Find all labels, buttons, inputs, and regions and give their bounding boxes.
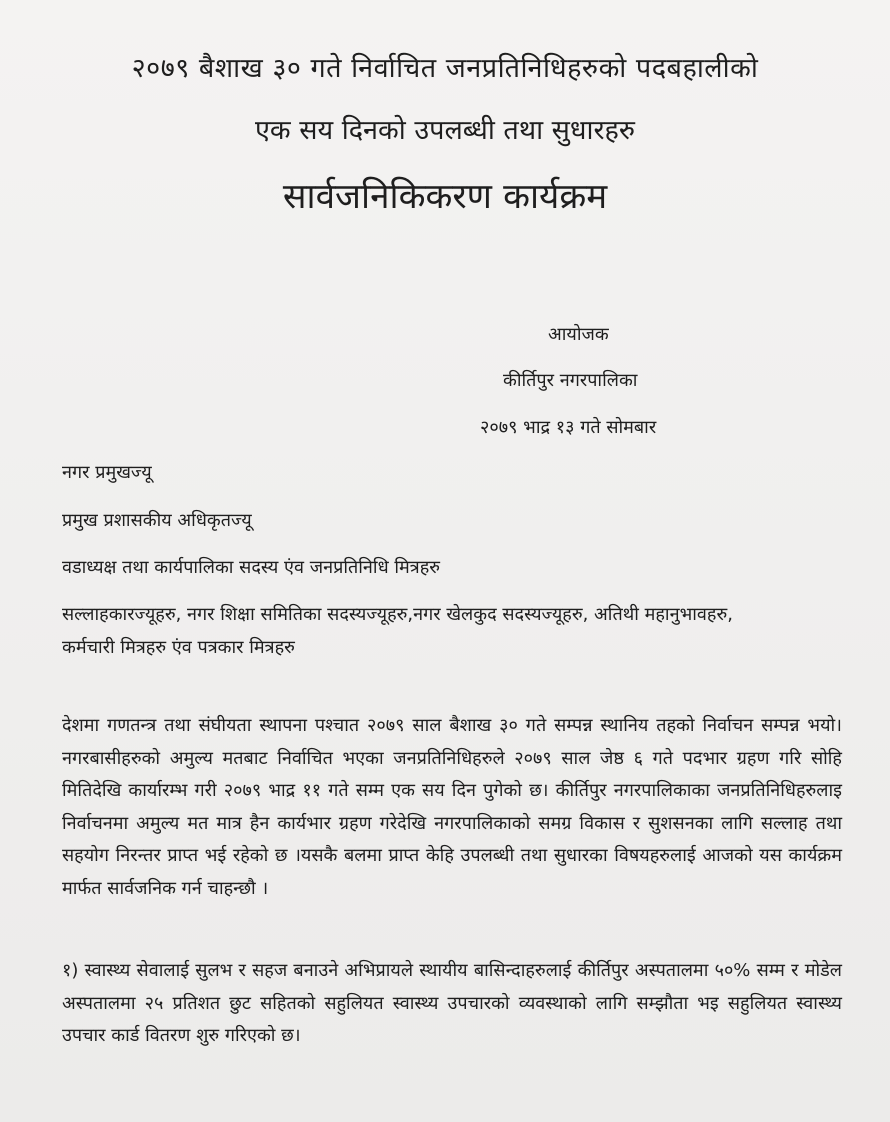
event-date: २०७९ भाद्र १३ गते सोमबार — [480, 417, 657, 438]
addressee-staff-journalists: कर्मचारी मित्रहरु एंव पत्रकार मित्रहरु — [62, 637, 295, 658]
achievement-item-1: १) स्वास्थ्य सेवालाई सुलभ र सहज बनाउने अभिप्रायले स्थायीय बासिन्दाहरुलाई कीर्तिपुर अस्पतालमा ५०% सम्म र मोडेल अस्पतालमा २५ प्रतिशत छुट सहितको सहुलियत स्वास्थ्य उपचारको व्यवस्थाको लागि सम्झौता भइ सहुलियत स्वास्थ्य उपचार कार्ड वितरण शुरु गरिएको छ। — [62, 960, 842, 1046]
addressee-ward-chairs: वडाध्यक्ष तथा कार्यपालिका सदस्य एंव जनप्रतिनिधि मित्रहरु — [62, 557, 441, 578]
heading-line-2: एक सय दिनको उपलब्धी तथा सुधारहरु — [254, 115, 636, 146]
organizer-label: आयोजक — [548, 324, 609, 345]
addressee-mayor: नगर प्रमुखज्यू — [62, 462, 152, 483]
intro-paragraph: देशमा गणतन्त्र तथा संघीयता स्थापना पश्चात २०७९ साल बैशाख ३० गते सम्पन्न स्थानिय तहको निर्वाचन सम्पन्न भयो। नगरबासीहरुको अमुल्य मतबाट निर्वाचित भएका जनप्रतिनिधिहरुले २०७९ साल जेष्ठ ६ गते पदभार ग्रहण गरि सोहि मितिदेखि कार्यारम्भ गरी २०७९ भाद्र ११ गते सम्म एक सय दिन पुगेको छ। कीर्तिपुर नगरपालिकाका जनप्रतिनिधिहरुलाइ निर्वाचनमा अमुल्य मत मात्र हैन कार्यभार ग्रहण गरेदेखि नगरपालिकाको समग्र विकास र सुशसनका लागि सल्लाह तथा सहयोग निरन्तर प्राप्त भई रहेको छ ।यसकै बलमा प्राप्त केहि उपलब्धी तथा सुधारका विषयहरुलाई आजको यस कार्यक्रम मार्फत सार्वजनिक गर्न चाहन्छौ । — [62, 715, 842, 899]
heading-line-1: २०७९ बैशाख ३० गते निर्वाचित जनप्रतिनिधिहरुको पदबहालीको — [131, 53, 759, 84]
addressee-advisors: सल्लाहकारज्यूहरु, नगर शिक्षा समितिका सदस्यज्यूहरु,नगर खेलकुद सदस्यज्यूहरु, अतिथी महानुभावहरु, — [62, 604, 733, 625]
addressee-chief-officer: प्रमुख प्रशासकीय अधिकृतज्यू — [62, 510, 252, 531]
organizer-name: कीर्तिपुर नगरपालिका — [503, 370, 638, 391]
heading-program-title: सार्वजनिकिकरण कार्यक्रम — [282, 177, 608, 217]
